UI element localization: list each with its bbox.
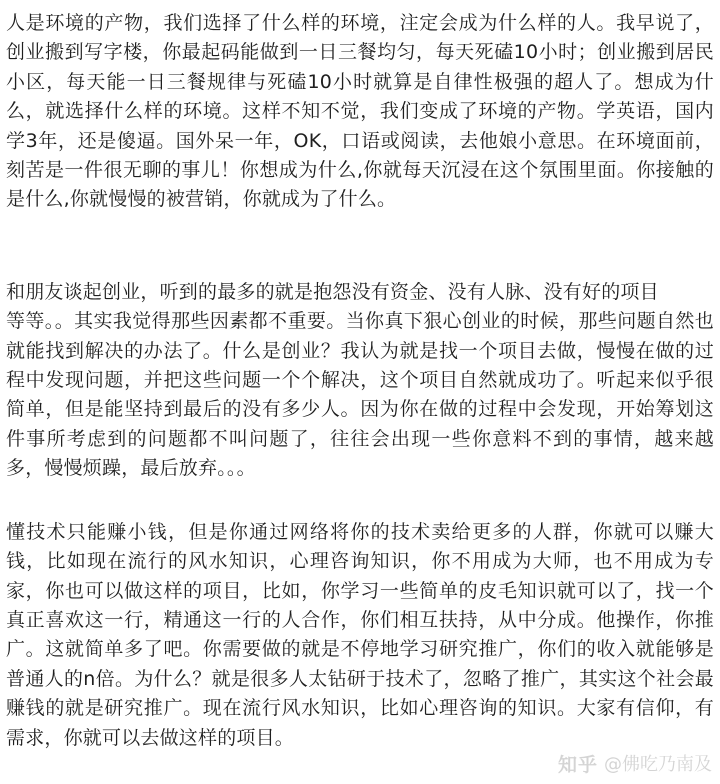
article-body xyxy=(6,9,714,753)
paragraph-technology: 懂技术只能赚小钱，但是你通过网络将你的技术卖给更多的人群，你就可以赚大钱，比如现在流行的风水知识，心理咨询知识，你不用成为大师，也不用成为专家，你也可以做这样的项目，比如，你学习一些简单的皮毛知识就可以了，找一个真正喜欢这一行，精通这一行的人合作，你们相互扶持，从中分成。他操作，你推广。这就简单多了吧。你需要做的就是不停地学习研究推广，你们的收入就能够是普通人的n倍。为什么？就是很多人太钻研于技术了，忽略了推广，其实这个社会最赚钱的就是研究推广。现在流行风水知识，比如心理咨询的知识。大家有信仰，有需求，你就可以去做这样的项目。 xyxy=(6,520,714,749)
watermark-logo: 知乎 xyxy=(557,753,598,776)
zhihu-watermark xyxy=(558,748,712,778)
paragraph-startup: 和朋友谈起创业，听到的最多的就是抱怨没有资金、没有人脉、没有好的项目 等等。。其实我觉得那些因素都不重要。当你真下狠心创业的时候，那些问题自然也就能找到解决的办法了。什么是创业？我认为就是找一个项目去做，慢慢在做的过程中发现问题，并把这些问题一个个解决，这个项目自然就成功了。听起来似乎很简单，但是能坚持到最后的没有多少人。因为你在做的过程中会发现，开始筹划这件事所考虑到的问题都不叫问题了，往往会出现一些你意料不到的事情，越来越多，慢慢烦躁，最后放弃。。。 xyxy=(6,280,714,480)
paragraph-environment: 人是环境的产物，我们选择了什么样的环境，注定会成为什么样的人。我早说了，创业搬到写字楼，你最起码能做到一日三餐均匀，每天死磕10小时；创业搬到居民小区，每天能一日三餐规律与死磕10小时就算是自律性极强的超人了。想成为什么，就选择什么样的环境。这样不知不觉，我们变成了环境的产物。学英语，国内学3年，还是傻逼。国外呆一年，OK，口语或阅读，去他娘小意思。在环境面前，刻苦是一件很无聊的事儿！你想成为什么,你就每天沉浸在这个氛围里面。你接触的是什么,你就慢慢的被营销，你就成为了什么。 xyxy=(6,12,714,211)
watermark-author: @佛吃乃南及 xyxy=(604,754,712,775)
